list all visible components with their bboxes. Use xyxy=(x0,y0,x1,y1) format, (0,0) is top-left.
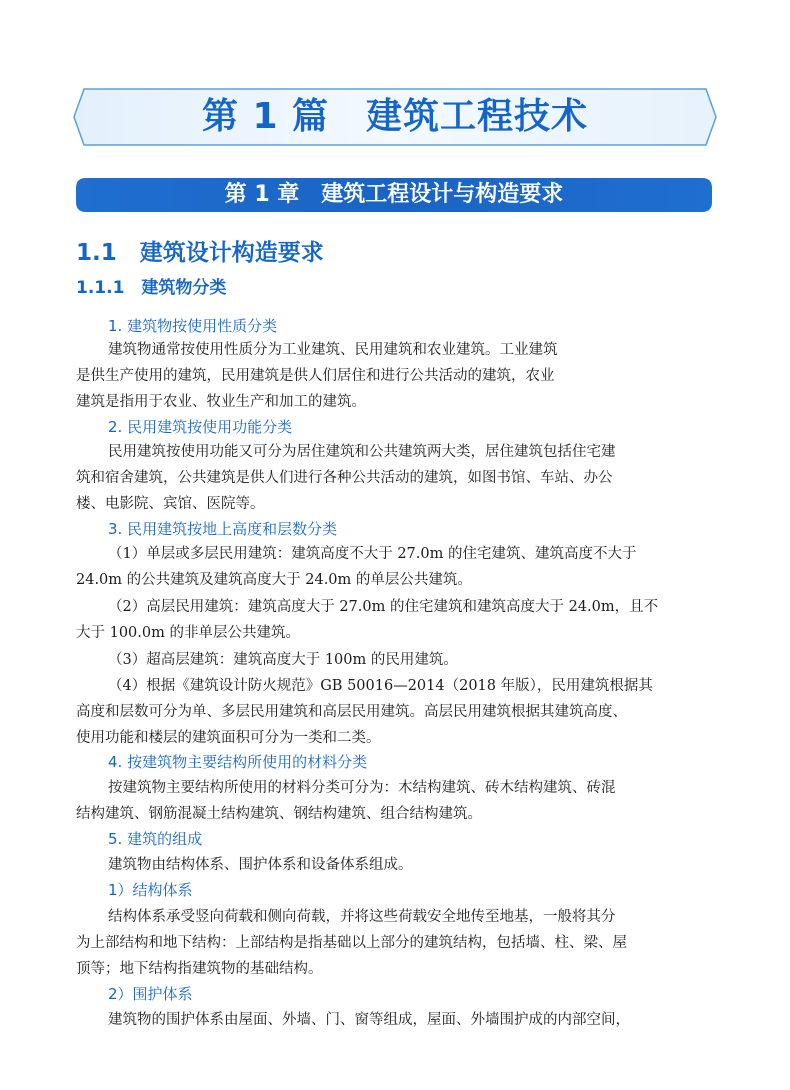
chapter-title: 第 1 章 建筑工程设计与构造要求 xyxy=(224,182,564,207)
part-banner xyxy=(72,87,718,147)
item-heading: 4. 按建筑物主要结构所使用的材料分类 xyxy=(108,753,368,771)
paragraph-line: （3）超高层建筑：建筑高度大于 100m 的民用建筑。 xyxy=(108,652,458,668)
paragraph-line: 使用功能和楼层的建筑面积可分为一类和二类。 xyxy=(76,730,381,746)
part-title: 第 1 篇 建筑工程技术 xyxy=(201,96,589,137)
item-heading: 2. 民用建筑按使用功能分类 xyxy=(108,418,293,436)
subsection-heading: 1.1.1 建筑物分类 xyxy=(76,278,227,298)
paragraph-line: （2）高层民用建筑：建筑高度大于 27.0m 的住宅建筑和建筑高度大于 24.0m，且不 xyxy=(108,599,659,615)
paragraph-line: （1）单层或多层民用建筑：建筑高度不大于 27.0m 的住宅建筑、建筑高度不大于 xyxy=(108,546,637,562)
paragraph-line: 民用建筑按使用功能又可分为居住建筑和公共建筑两大类，居住建筑包括住宅建 xyxy=(108,444,616,460)
paragraph-line: 结构建筑、钢筋混凝土结构建筑、钢结构建筑、组合结构建筑。 xyxy=(76,806,482,822)
paragraph-line: 大于 100.0m 的非单层公共建筑。 xyxy=(76,625,300,641)
paragraph-line: 结构体系承受竖向荷载和侧向荷载，并将这些荷载安全地传至地基，一般将其分 xyxy=(108,909,616,925)
item-heading: 1）结构体系 xyxy=(108,881,193,899)
paragraph-line: 为上部结构和地下结构：上部结构是指基础以上部分的建筑结构，包括墙、柱、梁、屋 xyxy=(76,935,627,951)
paragraph-line: 24.0m 的公共建筑及建筑高度大于 24.0m 的单层公共建筑。 xyxy=(76,572,472,588)
item-heading: 3. 民用建筑按地上高度和层数分类 xyxy=(108,520,338,538)
item-heading: 1. 建筑物按使用性质分类 xyxy=(108,317,278,335)
section-heading: 1.1 建筑设计构造要求 xyxy=(76,240,324,266)
chapter-bar xyxy=(74,176,714,214)
paragraph-line: 建筑物的围护体系由屋面、外墙、门、窗等组成，屋面、外墙围护成的内部空间， xyxy=(108,1012,630,1028)
item-heading: 2）围护体系 xyxy=(108,985,193,1003)
paragraph-line: （4）根据《建筑设计防火规范》GB 50016—2014（2018 年版），民用建筑根据其 xyxy=(108,678,653,694)
paragraph-line: 建筑物通常按使用性质分为工业建筑、民用建筑和农业建筑。工业建筑 xyxy=(108,342,558,358)
paragraph-line: 楼、电影院、宾馆、医院等。 xyxy=(76,496,265,512)
paragraph-line: 建筑是指用于农业、牧业生产和加工的建筑。 xyxy=(76,394,366,410)
paragraph-line: 是供生产使用的建筑，民用建筑是供人们居住和进行公共活动的建筑，农业 xyxy=(76,368,555,384)
paragraph-line: 筑和宿舍建筑，公共建筑是供人们进行各种公共活动的建筑，如图书馆、车站、办公 xyxy=(76,470,613,486)
paragraph-line: 顶等；地下结构指建筑物的基础结构。 xyxy=(76,961,323,977)
paragraph-line: 建筑物由结构体系、围护体系和设备体系组成。 xyxy=(108,857,413,873)
paragraph-line: 按建筑物主要结构所使用的材料分类可分为：木结构建筑、砖木结构建筑、砖混 xyxy=(108,780,616,796)
item-heading: 5. 建筑的组成 xyxy=(108,830,203,848)
paragraph-line: 高度和层数可分为单、多层民用建筑和高层民用建筑。高层民用建筑根据其建筑高度、 xyxy=(76,704,627,720)
